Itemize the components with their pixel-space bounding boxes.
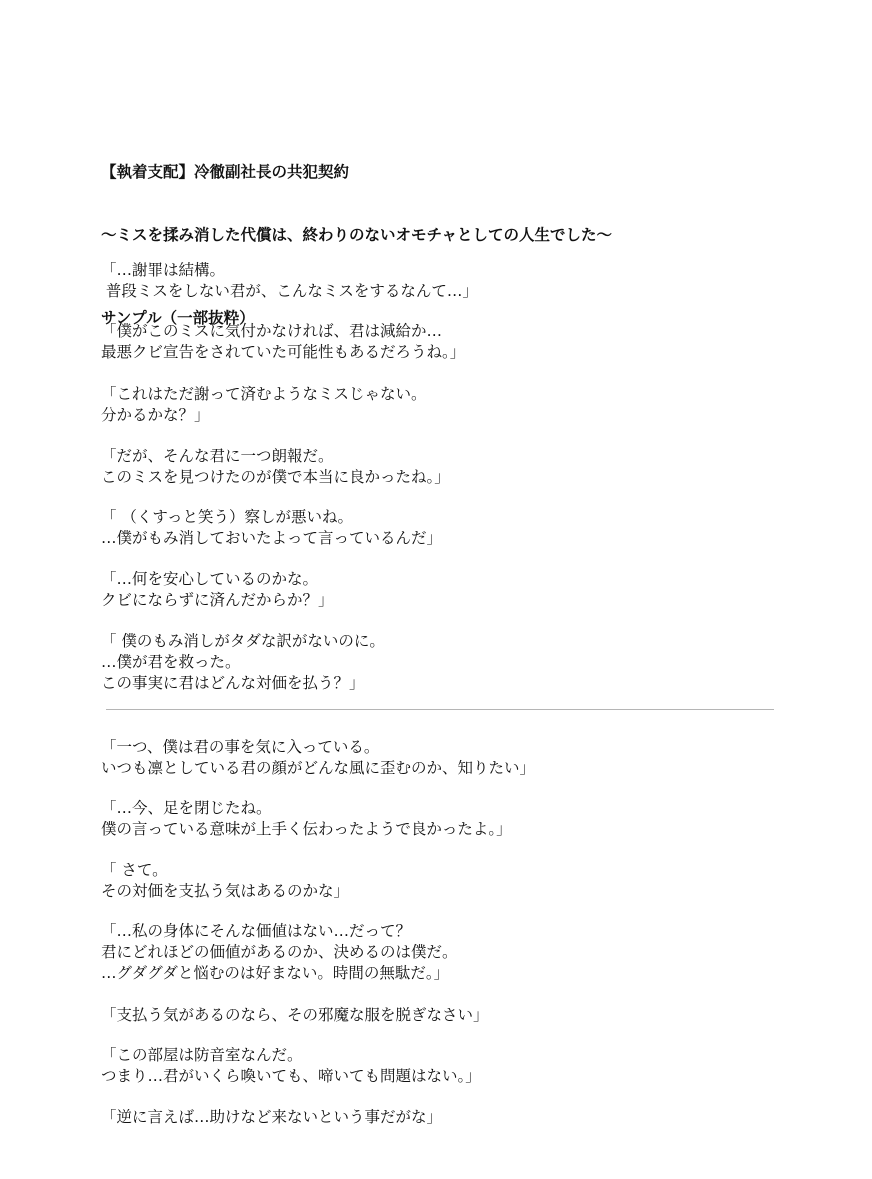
dialogue-line: 分かるかな？」: [101, 406, 210, 424]
dialogue-line: 君にどれほどの価値があるのか、決めるのは僕だ。: [101, 943, 458, 961]
dialogue-block: [101, 321, 465, 363]
dialogue-line: 「だが、そんな君に一つ朗報だ。: [101, 447, 334, 465]
dialogue-line: このミスを見つけたのが僕で本当に良かったね。」: [101, 468, 450, 486]
dialogue-line: …僕が君を救った。: [101, 653, 241, 671]
dialogue-block: [101, 1045, 481, 1087]
dialogue-line: …グダグダと悩むのは好まない。時間の無駄だ。」: [101, 964, 450, 982]
dialogue-line: 「…今、足を閉じたね。: [101, 799, 272, 817]
dialogue-block: [101, 569, 334, 611]
dialogue-block: [101, 860, 349, 902]
dialogue-block: [101, 384, 427, 426]
sample-label: サンプル（一部抜粋）: [101, 309, 255, 327]
title-line-1: 【執着支配】冷徹副社長の共犯契約: [101, 163, 350, 181]
title-line-2: 〜ミスを揉み消した代償は、終わりのないオモチャとしての人生でした〜: [101, 226, 613, 244]
section-divider: [106, 709, 774, 710]
dialogue-line: 「…私の身体にそんな価値はない…だって？: [101, 922, 412, 940]
dialogue-block: [101, 1005, 489, 1026]
dialogue-line: 「…何を安心しているのかな。: [101, 570, 319, 588]
dialogue-line: 「僕がこのミスに気付かなければ、君は減給か…: [101, 322, 443, 340]
dialogue-block: [101, 737, 535, 779]
dialogue-line: 「この部屋は防音室なんだ。: [101, 1046, 303, 1064]
dialogue-line: クビにならずに済んだからか？」: [101, 591, 334, 609]
dialogue-line: 最悪クビ宣告をされていた可能性もあるだろうね。」: [101, 343, 466, 361]
dialogue-line: 「逆に言えば…助けなど来ないという事だがな」: [101, 1108, 443, 1126]
dialogue-block: [101, 260, 478, 302]
dialogue-block: [101, 1107, 442, 1128]
dialogue-line: この事実に君はどんな対価を払う？」: [101, 674, 365, 692]
dialogue-line: 「 （くすっと笑う）察しが悪いね。: [101, 508, 353, 526]
dialogue-line: 「一つ、僕は君の事を気に入っている。: [101, 738, 380, 756]
dialogue-line: つまり…君がいくら喚いても、啼いても問題はない。」: [101, 1067, 481, 1085]
dialogue-block: [101, 921, 458, 984]
dialogue-line: 「…謝罪は結構。: [101, 261, 226, 279]
dialogue-line: 「 僕のもみ消しがタダな訳がないのに。: [101, 632, 385, 650]
dialogue-block: [101, 446, 450, 488]
dialogue-line: その対価を支払う気はあるのかな」: [101, 882, 350, 900]
dialogue-line: …僕がもみ消しておいたよって言っているんだ」: [101, 529, 443, 547]
dialogue-block: [101, 631, 385, 694]
dialogue-line: 「支払う気があるのなら、その邪魔な服を脱ぎなさい」: [101, 1006, 489, 1024]
dialogue-block: [101, 507, 442, 549]
dialogue-block: [101, 798, 512, 840]
dialogue-line: 普段ミスをしない君が、こんなミスをするなんて…」: [101, 282, 478, 300]
document-page: [101, 120, 801, 1126]
dialogue-line: 「これはただ謝って済むようなミスじゃない。: [101, 385, 427, 403]
dialogue-line: いつも凛としている君の顔がどんな風に歪むのか、知りたい」: [101, 759, 536, 777]
dialogue-line: 「 さて。: [101, 861, 168, 879]
dialogue-line: 僕の言っている意味が上手く伝わったようで良かったよ。」: [101, 820, 512, 838]
